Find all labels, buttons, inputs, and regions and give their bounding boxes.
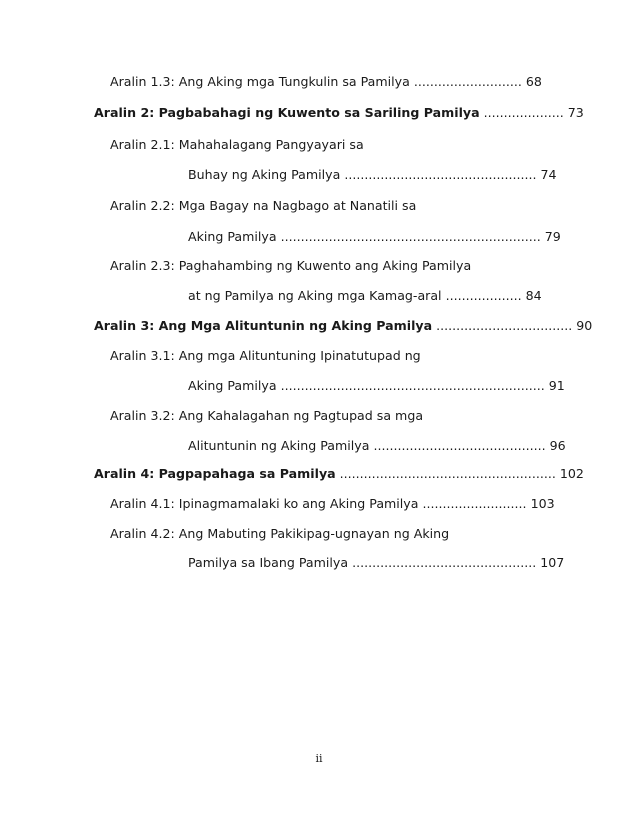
toc-page: 96 [549,438,566,453]
toc-entry-2-2-cont [188,228,561,246]
toc-label: Aralin 1.3: Ang Aking mga Tungkulin sa Pamilya [110,74,410,89]
toc-leader: .................................. [432,318,577,333]
toc-entry-3-1 [110,347,421,365]
toc-leader: .................... [479,105,568,120]
toc-label: Aralin 2.1: Mahahalagang Pangyayari sa [110,137,364,152]
toc-entry-3-2 [110,407,423,425]
toc-entry-2-1-cont [188,166,557,184]
toc-page: 74 [540,167,557,182]
toc-leader: ................................................ [340,167,541,182]
toc-entry-3 [94,317,592,335]
toc-entry-3-1-cont [188,377,565,395]
toc-entry-3-2-cont [188,437,566,455]
toc-page: 68 [525,74,542,89]
toc-entry-2-3-cont [188,287,542,305]
toc-page: 73 [567,105,584,120]
toc-entry-2 [94,104,584,122]
toc-label: Aralin 3.1: Ang mga Alituntuning Ipinatutupad ng [110,348,421,363]
toc-label: Aralin 2.3: Paghahambing ng Kuwento ang Aking Pamilya [110,258,472,273]
toc-page: 102 [559,466,584,481]
toc-label: Aralin 2.2: Mga Bagay na Nagbago at Nanatili sa [110,198,417,213]
toc-label: at ng Pamilya ng Aking mga Kamag-aral [188,288,442,303]
toc-label: Alituntunin ng Aking Pamilya [188,438,370,453]
toc-entry-4-2 [110,525,449,543]
toc-entry-2-2 [110,197,416,215]
toc-page: 107 [540,555,565,570]
toc-leader: ........................... [409,74,526,89]
toc-page: 84 [525,288,542,303]
toc-entry-4 [94,465,584,483]
toc-entry-4-2-cont [188,554,564,572]
page-number: ii [315,752,323,765]
toc-label: Aralin 4: Pagpapahaga sa Pamilya [94,466,336,481]
toc-entry-2-3 [110,257,471,275]
toc-entry-1-3 [110,73,542,91]
toc-label: Aking Pamilya [188,229,277,244]
toc-leader: ................... [441,288,526,303]
toc-leader: .............................................. [348,555,541,570]
toc-label: Aralin 2: Pagbabahagi ng Kuwento sa Sariling Pamilya [94,105,480,120]
toc-leader: ................................................................. [276,229,545,244]
toc-leader: .................................................................. [276,378,549,393]
toc-leader: ...................................................... [335,466,560,481]
toc-label: Buhay ng Aking Pamilya [188,167,341,182]
toc-page: 79 [544,229,561,244]
toc-page: 91 [548,378,565,393]
toc-label: Pamilya sa Ibang Pamilya [188,555,349,570]
toc-page: 103 [530,496,555,511]
toc-entry-4-1 [110,495,555,513]
toc-leader: ........................................... [369,438,550,453]
toc-label: Aking Pamilya [188,378,277,393]
toc-label: Aralin 4.1: Ipinagmamalaki ko ang Aking Pamilya [110,496,419,511]
toc-leader: .......................... [418,496,531,511]
toc-label: Aralin 3: Ang Mga Alituntunin ng Aking Pamilya [94,318,433,333]
toc-label: Aralin 3.2: Ang Kahalagahan ng Pagtupad sa mga [110,408,424,423]
toc-entry-2-1 [110,136,364,154]
toc-page: 90 [576,318,593,333]
toc-label: Aralin 4.2: Ang Mabuting Pakikipag-ugnayan ng Aking [110,526,450,541]
